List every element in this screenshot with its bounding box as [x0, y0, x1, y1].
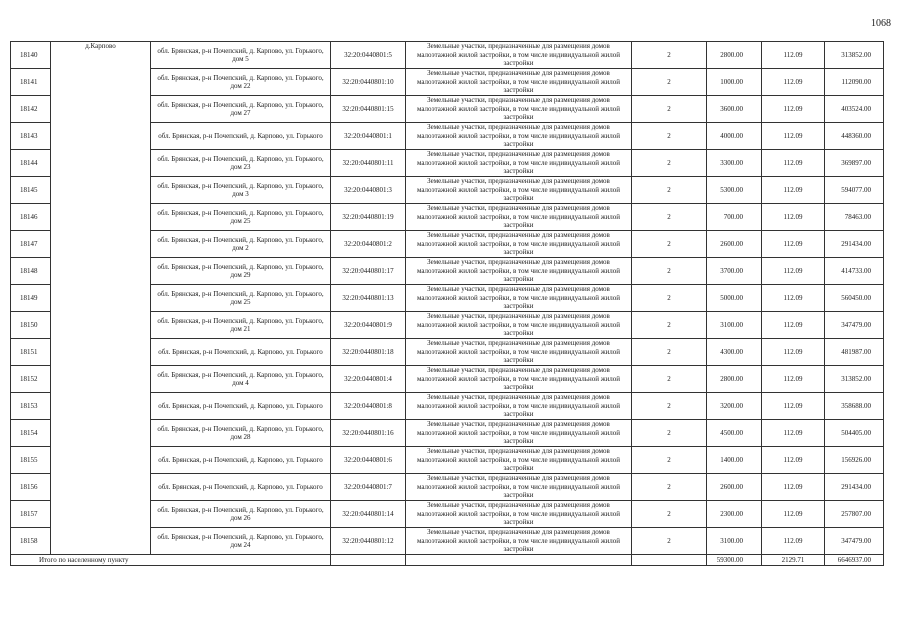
row-number: 18146	[11, 204, 51, 231]
category-cell: 2	[632, 312, 707, 339]
address-cell: обл. Брянская, р-н Почепский, д. Карпово, ул. Горького	[151, 447, 331, 474]
cadastral-number-cell: 32:20:0440801:13	[331, 285, 406, 312]
area-cell: 700.00	[707, 204, 762, 231]
category-cell: 2	[632, 150, 707, 177]
address-cell: обл. Брянская, р-н Почепский, д. Карпово, ул. Горького, дом 23	[151, 150, 331, 177]
cadastral-number-cell: 32:20:0440801:14	[331, 501, 406, 528]
cadastral-value-cell: 369897.00	[825, 150, 884, 177]
rate-cell: 112.09	[762, 447, 825, 474]
rate-cell: 112.09	[762, 528, 825, 555]
cadastral-number-cell: 32:20:0440801:6	[331, 447, 406, 474]
area-cell: 2300.00	[707, 501, 762, 528]
cadastral-number-cell: 32:20:0440801:5	[331, 42, 406, 69]
area-cell: 3100.00	[707, 528, 762, 555]
category-cell: 2	[632, 96, 707, 123]
row-number: 18148	[11, 258, 51, 285]
cadastral-value-cell: 156926.00	[825, 447, 884, 474]
cadastral-value-cell: 403524.00	[825, 96, 884, 123]
row-number: 18149	[11, 285, 51, 312]
total-row	[11, 555, 884, 566]
rate-cell: 112.09	[762, 96, 825, 123]
row-number: 18155	[11, 447, 51, 474]
row-number: 18140	[11, 42, 51, 69]
area-cell: 3700.00	[707, 258, 762, 285]
category-cell: 2	[632, 258, 707, 285]
total-area: 59300.00	[707, 555, 762, 566]
address-cell: обл. Брянская, р-н Почепский, д. Карпово, ул. Горького, дом 2	[151, 231, 331, 258]
rate-cell: 112.09	[762, 285, 825, 312]
cadastral-value-cell: 291434.00	[825, 474, 884, 501]
category-cell: 2	[632, 339, 707, 366]
rate-cell: 112.09	[762, 474, 825, 501]
cadastral-number-cell: 32:20:0440801:3	[331, 177, 406, 204]
cadastral-number-cell: 32:20:0440801:15	[331, 96, 406, 123]
land-purpose-cell: Земельные участки, предназначенные для размещения домов малоэтажной жилой застройки, в том числе индивидуальной жилой застройки	[406, 312, 632, 339]
land-purpose-cell: Земельные участки, предназначенные для размещения домов малоэтажной жилой застройки, в том числе индивидуальной жилой застройки	[406, 69, 632, 96]
land-purpose-cell: Земельные участки, предназначенные для размещения домов малоэтажной жилой застройки, в том числе индивидуальной жилой застройки	[406, 339, 632, 366]
category-cell: 2	[632, 474, 707, 501]
row-number: 18151	[11, 339, 51, 366]
address-cell: обл. Брянская, р-н Почепский, д. Карпово, ул. Горького	[151, 474, 331, 501]
land-purpose-cell: Земельные участки, предназначенные для размещения домов малоэтажной жилой застройки, в том числе индивидуальной жилой застройки	[406, 501, 632, 528]
rate-cell: 112.09	[762, 204, 825, 231]
land-purpose-cell: Земельные участки, предназначенные для размещения домов малоэтажной жилой застройки, в том числе индивидуальной жилой застройки	[406, 285, 632, 312]
category-cell: 2	[632, 393, 707, 420]
area-cell: 4300.00	[707, 339, 762, 366]
category-cell: 2	[632, 177, 707, 204]
category-cell: 2	[632, 366, 707, 393]
cadastral-value-cell: 448360.00	[825, 123, 884, 150]
area-cell: 2800.00	[707, 366, 762, 393]
land-purpose-cell: Земельные участки, предназначенные для размещения домов малоэтажной жилой застройки, в том числе индивидуальной жилой застройки	[406, 42, 632, 69]
area-cell: 4000.00	[707, 123, 762, 150]
cadastral-value-cell: 78463.00	[825, 204, 884, 231]
cadastral-number-cell: 32:20:0440801:10	[331, 69, 406, 96]
rate-cell: 112.09	[762, 42, 825, 69]
address-cell: обл. Брянская, р-н Почепский, д. Карпово, ул. Горького, дом 24	[151, 528, 331, 555]
cadastral-value-cell: 560450.00	[825, 285, 884, 312]
address-cell: обл. Брянская, р-н Почепский, д. Карпово, ул. Горького, дом 22	[151, 69, 331, 96]
address-cell: обл. Брянская, р-н Почепский, д. Карпово, ул. Горького, дом 4	[151, 366, 331, 393]
total-label: Итого по населенному пункту	[11, 555, 331, 566]
total-empty-cell	[331, 555, 406, 566]
address-cell: обл. Брянская, р-н Почепский, д. Карпово, ул. Горького, дом 3	[151, 177, 331, 204]
land-purpose-cell: Земельные участки, предназначенные для размещения домов малоэтажной жилой застройки, в том числе индивидуальной жилой застройки	[406, 528, 632, 555]
category-cell: 2	[632, 69, 707, 96]
rate-cell: 112.09	[762, 339, 825, 366]
row-number: 18145	[11, 177, 51, 204]
cadastral-value-cell: 347479.00	[825, 528, 884, 555]
cadastral-value-cell: 594077.00	[825, 177, 884, 204]
category-cell: 2	[632, 42, 707, 69]
rate-cell: 112.09	[762, 231, 825, 258]
cadastral-value-cell: 358688.00	[825, 393, 884, 420]
cadastral-number-cell: 32:20:0440801:12	[331, 528, 406, 555]
rate-cell: 112.09	[762, 177, 825, 204]
area-cell: 1400.00	[707, 447, 762, 474]
rate-cell: 112.09	[762, 420, 825, 447]
area-cell: 4500.00	[707, 420, 762, 447]
address-cell: обл. Брянская, р-н Почепский, д. Карпово, ул. Горького, дом 27	[151, 96, 331, 123]
cadastral-value-cell: 504405.00	[825, 420, 884, 447]
category-cell: 2	[632, 204, 707, 231]
locality-cell: д.Карпово	[51, 42, 151, 555]
cadastral-number-cell: 32:20:0440801:11	[331, 150, 406, 177]
cadastral-number-cell: 32:20:0440801:9	[331, 312, 406, 339]
cadastral-value-cell: 112090.00	[825, 69, 884, 96]
rate-cell: 112.09	[762, 366, 825, 393]
row-number: 18153	[11, 393, 51, 420]
address-cell: обл. Брянская, р-н Почепский, д. Карпово, ул. Горького, дом 29	[151, 258, 331, 285]
cadastral-value-cell: 313852.00	[825, 42, 884, 69]
row-number: 18152	[11, 366, 51, 393]
page-number: 1068	[871, 18, 891, 29]
category-cell: 2	[632, 231, 707, 258]
total-empty-cell	[406, 555, 632, 566]
rate-cell: 112.09	[762, 501, 825, 528]
cadastral-number-cell: 32:20:0440801:19	[331, 204, 406, 231]
area-cell: 5300.00	[707, 177, 762, 204]
row-number: 18157	[11, 501, 51, 528]
rate-cell: 112.09	[762, 258, 825, 285]
area-cell: 2800.00	[707, 42, 762, 69]
rate-cell: 112.09	[762, 312, 825, 339]
category-cell: 2	[632, 285, 707, 312]
cadastral-value-cell: 313852.00	[825, 366, 884, 393]
cadastral-number-cell: 32:20:0440801:2	[331, 231, 406, 258]
land-purpose-cell: Земельные участки, предназначенные для размещения домов малоэтажной жилой застройки, в том числе индивидуальной жилой застройки	[406, 231, 632, 258]
cadastral-number-cell: 32:20:0440801:4	[331, 366, 406, 393]
row-number: 18156	[11, 474, 51, 501]
category-cell: 2	[632, 420, 707, 447]
rate-cell: 112.09	[762, 393, 825, 420]
total-empty-cell	[632, 555, 707, 566]
category-cell: 2	[632, 528, 707, 555]
land-purpose-cell: Земельные участки, предназначенные для размещения домов малоэтажной жилой застройки, в том числе индивидуальной жилой застройки	[406, 177, 632, 204]
land-registry-table	[10, 41, 884, 566]
area-cell: 5000.00	[707, 285, 762, 312]
area-cell: 3100.00	[707, 312, 762, 339]
row-number: 18142	[11, 96, 51, 123]
cadastral-value-cell: 291434.00	[825, 231, 884, 258]
cadastral-value-cell: 347479.00	[825, 312, 884, 339]
address-cell: обл. Брянская, р-н Почепский, д. Карпово, ул. Горького, дом 26	[151, 501, 331, 528]
row-number: 18150	[11, 312, 51, 339]
table-body	[11, 42, 884, 566]
land-purpose-cell: Земельные участки, предназначенные для размещения домов малоэтажной жилой застройки, в том числе индивидуальной жилой застройки	[406, 96, 632, 123]
cadastral-number-cell: 32:20:0440801:7	[331, 474, 406, 501]
land-purpose-cell: Земельные участки, предназначенные для размещения домов малоэтажной жилой застройки, в том числе индивидуальной жилой застройки	[406, 123, 632, 150]
area-cell: 2600.00	[707, 474, 762, 501]
rate-cell: 112.09	[762, 69, 825, 96]
cadastral-number-cell: 32:20:0440801:1	[331, 123, 406, 150]
area-cell: 2600.00	[707, 231, 762, 258]
area-cell: 3300.00	[707, 150, 762, 177]
address-cell: обл. Брянская, р-н Почепский, д. Карпово, ул. Горького, дом 28	[151, 420, 331, 447]
table-row	[11, 42, 884, 69]
cadastral-value-cell: 414733.00	[825, 258, 884, 285]
total-value: 6646937.00	[825, 555, 884, 566]
area-cell: 1000.00	[707, 69, 762, 96]
rate-cell: 112.09	[762, 123, 825, 150]
row-number: 18154	[11, 420, 51, 447]
address-cell: обл. Брянская, р-н Почепский, д. Карпово, ул. Горького, дом 21	[151, 312, 331, 339]
cadastral-value-cell: 481987.00	[825, 339, 884, 366]
cadastral-number-cell: 32:20:0440801:18	[331, 339, 406, 366]
rate-cell: 112.09	[762, 150, 825, 177]
cadastral-number-cell: 32:20:0440801:8	[331, 393, 406, 420]
area-cell: 3200.00	[707, 393, 762, 420]
land-purpose-cell: Земельные участки, предназначенные для размещения домов малоэтажной жилой застройки, в том числе индивидуальной жилой застройки	[406, 447, 632, 474]
address-cell: обл. Брянская, р-н Почепский, д. Карпово, ул. Горького	[151, 123, 331, 150]
area-cell: 3600.00	[707, 96, 762, 123]
address-cell: обл. Брянская, р-н Почепский, д. Карпово, ул. Горького, дом 5	[151, 42, 331, 69]
cadastral-number-cell: 32:20:0440801:17	[331, 258, 406, 285]
address-cell: обл. Брянская, р-н Почепский, д. Карпово, ул. Горького	[151, 393, 331, 420]
category-cell: 2	[632, 447, 707, 474]
land-purpose-cell: Земельные участки, предназначенные для размещения домов малоэтажной жилой застройки, в том числе индивидуальной жилой застройки	[406, 204, 632, 231]
address-cell: обл. Брянская, р-н Почепский, д. Карпово, ул. Горького, дом 25	[151, 285, 331, 312]
land-purpose-cell: Земельные участки, предназначенные для размещения домов малоэтажной жилой застройки, в том числе индивидуальной жилой застройки	[406, 474, 632, 501]
row-number: 18147	[11, 231, 51, 258]
land-purpose-cell: Земельные участки, предназначенные для размещения домов малоэтажной жилой застройки, в том числе индивидуальной жилой застройки	[406, 258, 632, 285]
land-purpose-cell: Земельные участки, предназначенные для размещения домов малоэтажной жилой застройки, в том числе индивидуальной жилой застройки	[406, 150, 632, 177]
land-purpose-cell: Земельные участки, предназначенные для размещения домов малоэтажной жилой застройки, в том числе индивидуальной жилой застройки	[406, 393, 632, 420]
row-number: 18141	[11, 69, 51, 96]
cadastral-value-cell: 257807.00	[825, 501, 884, 528]
row-number: 18143	[11, 123, 51, 150]
category-cell: 2	[632, 123, 707, 150]
address-cell: обл. Брянская, р-н Почепский, д. Карпово, ул. Горького, дом 25	[151, 204, 331, 231]
cadastral-number-cell: 32:20:0440801:16	[331, 420, 406, 447]
land-purpose-cell: Земельные участки, предназначенные для размещения домов малоэтажной жилой застройки, в том числе индивидуальной жилой застройки	[406, 420, 632, 447]
address-cell: обл. Брянская, р-н Почепский, д. Карпово, ул. Горького	[151, 339, 331, 366]
row-number: 18144	[11, 150, 51, 177]
total-rate: 2129.71	[762, 555, 825, 566]
land-purpose-cell: Земельные участки, предназначенные для размещения домов малоэтажной жилой застройки, в том числе индивидуальной жилой застройки	[406, 366, 632, 393]
category-cell: 2	[632, 501, 707, 528]
row-number: 18158	[11, 528, 51, 555]
